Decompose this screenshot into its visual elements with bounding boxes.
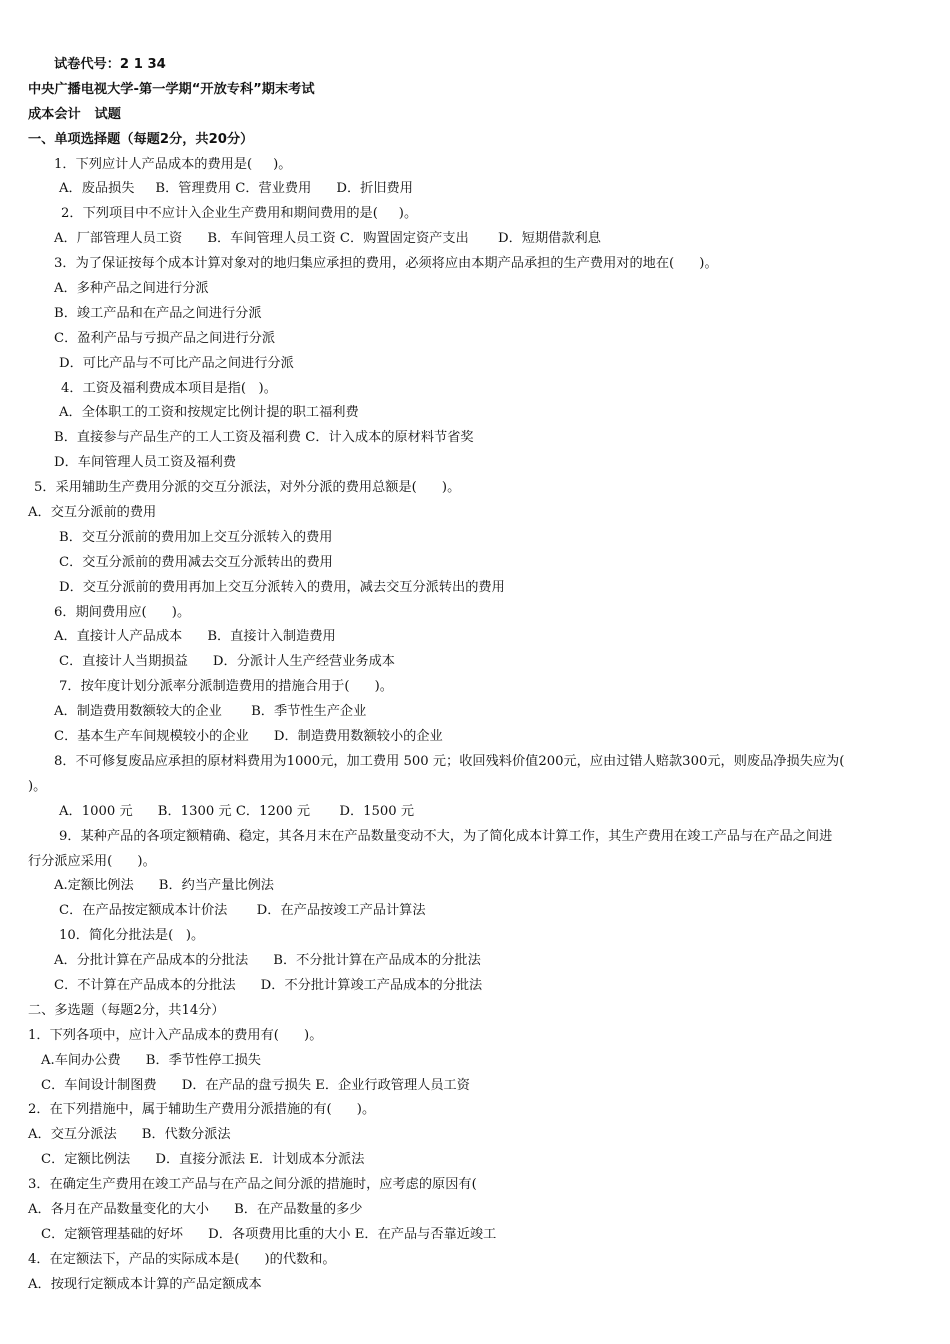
question-stem: 6．期间费用应( )。 xyxy=(54,604,191,620)
question-stem-continued: )。 xyxy=(28,778,47,794)
option-d: D．车间管理人员工资及福利费 xyxy=(54,455,237,471)
option-a: A．多种产品之间进行分派 xyxy=(54,281,209,297)
exam-subject: 成本会计 试题 xyxy=(28,106,121,122)
question-options: A．1000 元 B．1300 元 C．1200 元 D．1500 元 xyxy=(59,803,415,819)
options-cde: C．定额比例法 D．直接分派法 E．计划成本分派法 xyxy=(41,1152,365,1168)
option-a: A．交互分派前的费用 xyxy=(28,505,157,521)
option-b: B．竣工产品和在产品之间进行分派 xyxy=(54,305,262,321)
question-stem: 5．采用辅助生产费用分派的交互分派法，对外分派的费用总额是( )。 xyxy=(34,480,461,496)
options-cd: C．直接计人当期损益 D．分派计人生产经营业务成本 xyxy=(59,654,395,670)
options-ab: A．直接计人产品成本 B．直接计入制造费用 xyxy=(54,629,336,645)
option-d: D．可比产品与不可比产品之间进行分派 xyxy=(59,355,294,371)
question-stem: 1．下列应计人产品成本的费用是( )。 xyxy=(54,156,292,172)
option-a: A．按现行定额成本计算的产品定额成本 xyxy=(28,1276,262,1292)
option-d: D．交互分派前的费用再加上交互分派转入的费用，减去交互分派转出的费用 xyxy=(59,579,505,595)
question-stem: 3．在确定生产费用在竣工产品与在产品之间分派的措施时，应考虑的原因有( xyxy=(28,1177,477,1193)
options-cde: C．车间设计制图费 D．在产品的盘亏损失 E．企业行政管理人员工资 xyxy=(41,1077,470,1093)
options-cd: C．不计算在产品成本的分批法 D．不分批计算竣工产品成本的分批法 xyxy=(54,977,483,993)
question-stem-continued: 行分派应采用( )。 xyxy=(28,853,156,869)
options-ab: A.定额比例法 B．约当产量比例法 xyxy=(54,878,274,894)
option-c: C．交互分派前的费用减去交互分派转出的费用 xyxy=(59,554,333,570)
question-stem: 1．下列各项中，应计入产品成本的费用有( )。 xyxy=(28,1027,323,1043)
option-c: C．盈利产品与亏损产品之间进行分派 xyxy=(54,330,276,346)
question-stem: 3．为了保证按每个成本计算对象对的地归集应承担的费用，必须将应由本期产品承担的生产费用对的地在( )。 xyxy=(54,256,718,272)
question-stem: 2．在下列措施中，属于辅助生产费用分派措施的有( )。 xyxy=(28,1102,376,1118)
question-stem: 2．下列项目中不应计入企业生产费用和期间费用的是( )。 xyxy=(61,206,418,222)
question-options: A．厂部管理人员工资 B．车间管理人员工资 C．购置固定资产支出 D．短期借款利息 xyxy=(54,231,601,247)
option-a: A．全体职工的工资和按规定比例计提的职工福利费 xyxy=(59,405,359,421)
question-stem: 8．不可修复废品应承担的原材料费用为1000元，加工费用 500 元；收回残料价值200元，应由过错人赔款300元，则废品净损失应为( xyxy=(54,753,845,769)
question-stem: 4．在定额法下，产品的实际成本是( )的代数和。 xyxy=(28,1251,336,1267)
exam-document xyxy=(28,53,923,1298)
option-b: B．交互分派前的费用加上交互分派转入的费用 xyxy=(59,529,333,545)
section-heading-single-choice: 一、单项选择题（每题2分，共20分） xyxy=(28,131,254,147)
question-options: A．废品损失 B．管理费用 C．营业费用 D．折旧费用 xyxy=(59,181,413,197)
question-stem: 10．简化分批法是( )。 xyxy=(59,928,205,944)
options-ab: A．交互分派法 B．代数分派法 xyxy=(28,1127,231,1143)
options-cde: C．定额管理基础的好坏 D．各项费用比重的大小 E．在产品与否靠近竣工 xyxy=(41,1226,497,1242)
options-ab: A．制造费用数额较大的企业 B．季节性生产企业 xyxy=(54,704,367,720)
section-heading-multiple-choice: 二、多选题（每题2分，共14分） xyxy=(28,1002,225,1018)
options-cd: C．在产品按定额成本计价法 D．在产品按竣工产品计算法 xyxy=(59,903,426,919)
question-stem: 9．某种产品的各项定额精确、稳定，其各月末在产品数量变动不大，为了简化成本计算工作，其生产费用在竣工产品与在产品之间进 xyxy=(59,828,833,844)
question-stem: 4．工资及福利费成本项目是指( )。 xyxy=(61,380,277,396)
options-ab: A．分批计算在产品成本的分批法 B．不分批计算在产品成本的分批法 xyxy=(54,953,481,969)
options-cd: C．基本生产车间规模较小的企业 D．制造费用数额较小的企业 xyxy=(54,729,443,745)
option-bc: B．直接参与产品生产的工人工资及福利费 C．计入成本的原材料节省奖 xyxy=(54,430,474,446)
question-stem: 7．按年度计划分派率分派制造费用的措施合用于( )。 xyxy=(59,679,393,695)
exam-title: 中央广播电视大学-第一学期“开放专科”期末考试 xyxy=(28,81,315,97)
exam-code: 试卷代号：2 1 34 xyxy=(54,57,166,72)
options-ab: A.车间办公费 B．季节性停工损失 xyxy=(41,1052,261,1068)
options-ab: A．各月在产品数量变化的大小 B．在产品数量的多少 xyxy=(28,1201,363,1217)
